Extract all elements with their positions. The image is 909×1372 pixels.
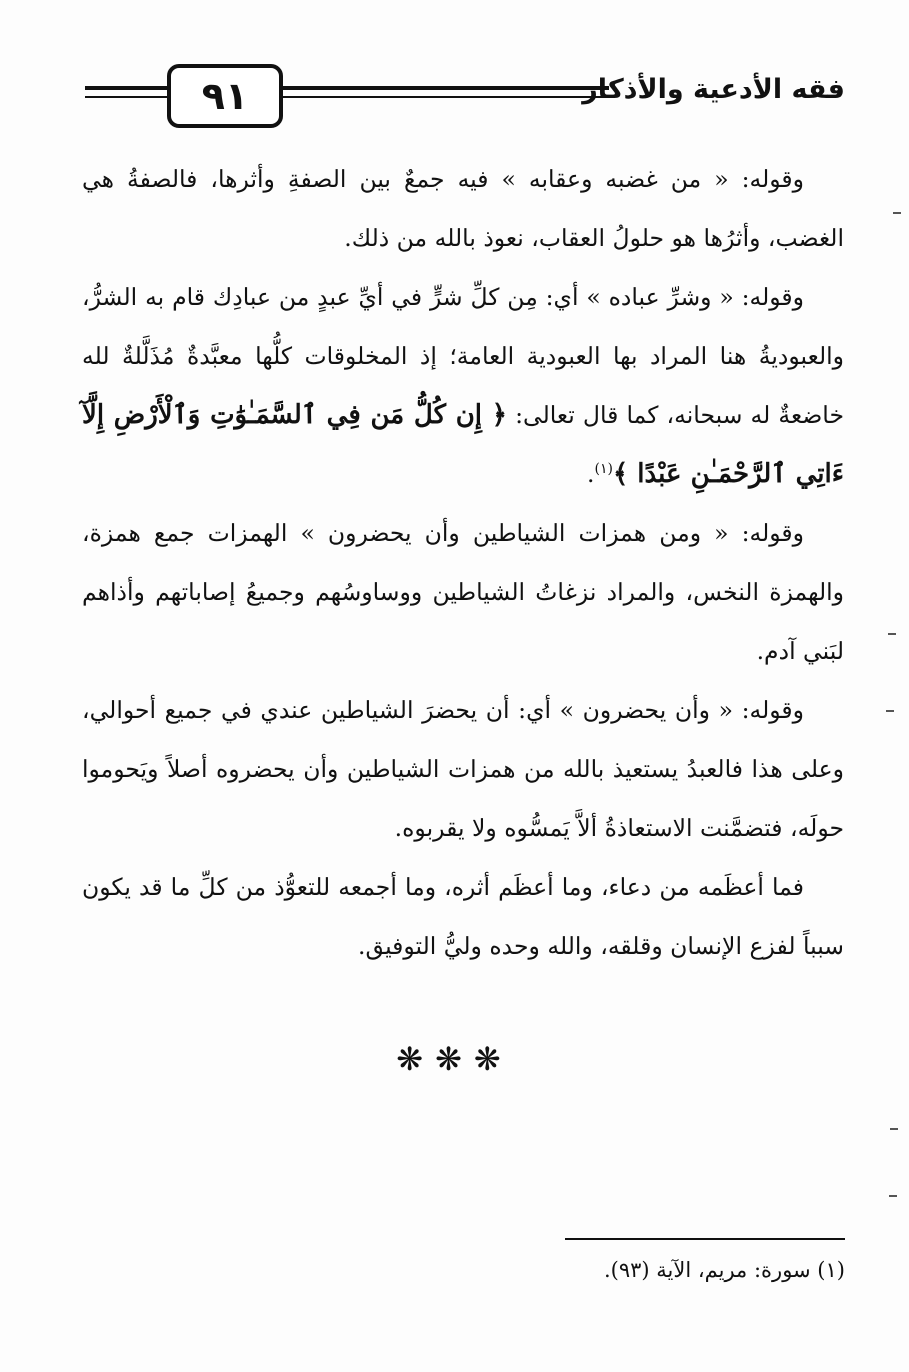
scan-mark: [893, 212, 901, 214]
page-header: [85, 60, 845, 132]
paragraph-2-text: وقوله: « وشرِّ عباده » أي: مِن كلِّ شرٍّ في أيِّ عبدٍ من عبادِك قام به الشرُّ، والعبوديةُ هنا المراد بها العبودية العامة؛ إذ المخلوقات كلُّها معبَّدةٌ مُذَلَّلةٌ لله خاضعةٌ له سبحانه، كما قال تعالى:: [82, 283, 844, 429]
book-title: فقه الأدعية والأذكار: [582, 74, 845, 105]
header-rule: [85, 86, 175, 90]
header-rule: [85, 96, 175, 98]
header-rule: [279, 96, 609, 98]
page-body: [82, 150, 844, 976]
scan-mark: [886, 710, 894, 712]
paragraph-2: [82, 268, 844, 504]
paragraph-3: وقوله: « ومن همزات الشياطين وأن يحضرون » الهمزات جمع همزة، والهمزة النخس، والمراد نزغاتُ الشياطين ووساوسُهم وجميعُ إصاباتهم وأذاهم لبَني آدم.: [82, 519, 844, 665]
page-number: ٩١: [167, 64, 283, 128]
footnote-ref: (١): [594, 461, 613, 478]
footnote-rule: [565, 1238, 845, 1240]
section-separator: ❋❋❋: [396, 1040, 513, 1078]
paragraph-4: وقوله: « وأن يحضرون » أي: أن يحضرَ الشياطين عندي في جميع أحوالي، وعلى هذا فالعبدُ يستعيذ بالله من همزات الشياطين وأن يحضروه أصلاً ويَحوموا حولَه، فتضمَّنت الاستعاذةُ ألاَّ يَمسُّوه ولا يقربوه.: [82, 696, 844, 842]
scan-mark: [889, 1195, 897, 1197]
scan-mark: [888, 633, 896, 635]
paragraph-2-end: .: [587, 460, 595, 488]
footnote: (١) سورة: مريم، الآية (٩٣).: [603, 1258, 845, 1282]
quran-verse: ﴿ إِن كُلُّ مَن فِي ٱلسَّمَـٰوَٰتِ وَٱلْأَرْضِ إِلَّآ ءَاتِي ٱلرَّحْمَـٰنِ عَبْدًا ﴾: [82, 400, 844, 489]
scan-mark: [890, 1128, 898, 1130]
paragraph-5: فما أعظَمه من دعاء، وما أعظَم أثره، وما أجمعه للتعوُّذ من كلِّ ما قد يكون سبباً لفزع الإنسان وقلقه، والله وحده وليُّ التوفيق.: [82, 873, 844, 960]
paragraph-1: وقوله: « من غضبه وعقابه » فيه جمعٌ بين الصفةِ وأثرها، فالصفةُ هي الغضب، وأثرُها هو حلولُ العقاب، نعوذ بالله من ذلك.: [82, 165, 844, 252]
header-rule: [279, 86, 609, 90]
